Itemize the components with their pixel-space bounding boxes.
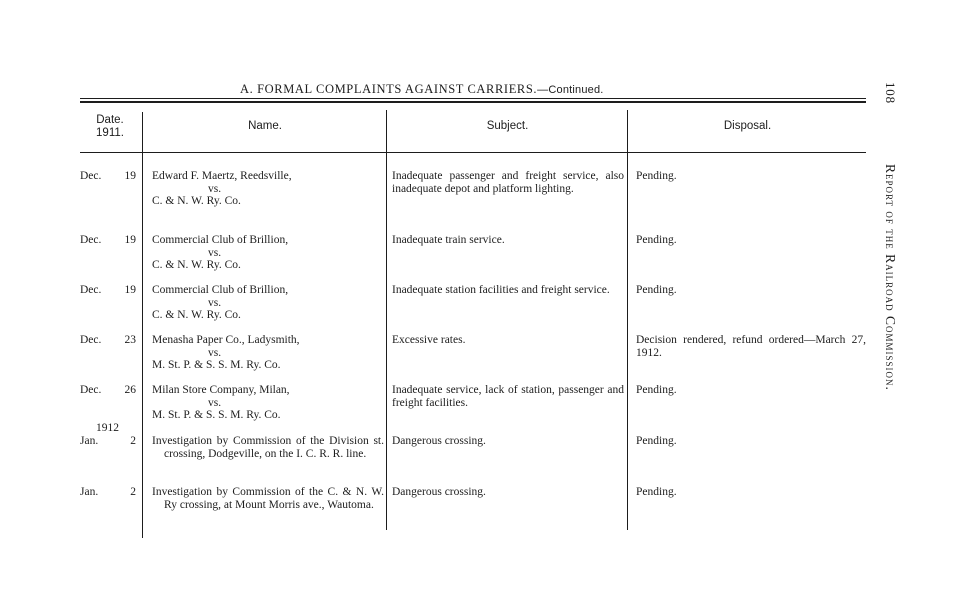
subject-text: Dangerous crossing. bbox=[392, 486, 486, 498]
complainant-name bbox=[152, 435, 384, 460]
column-header-name: Name. bbox=[248, 120, 282, 132]
date-header-line2: 1911. bbox=[96, 127, 124, 139]
column-divider-subject-disposal bbox=[627, 110, 628, 530]
versus: vs. bbox=[208, 346, 222, 359]
name-text: Investigation by Commission of the C. & N. W. Ry crossing, at Mount Morris ave., Wautoma. bbox=[152, 486, 384, 511]
date-month: Dec. bbox=[80, 234, 102, 246]
complainant-name bbox=[152, 170, 292, 208]
disposal-text: Pending. bbox=[636, 435, 677, 447]
top-rule-thin bbox=[80, 98, 866, 99]
versus: vs. bbox=[208, 396, 222, 409]
name-line1: Commercial Club of Brillion, bbox=[152, 234, 289, 246]
disposal-text: Pending. bbox=[636, 486, 677, 498]
versus: vs. bbox=[208, 182, 222, 195]
name-line2: M. St. P. & S. S. M. Ry. Co. bbox=[152, 359, 281, 371]
top-rule-thick bbox=[80, 101, 866, 103]
disposal-text: Pending. bbox=[636, 234, 677, 246]
date-day: 19 bbox=[124, 170, 136, 182]
date-month: Jan. bbox=[80, 435, 99, 447]
column-divider-date-name bbox=[142, 112, 143, 538]
complainant-name bbox=[152, 486, 384, 511]
date-month: Dec. bbox=[80, 384, 102, 396]
disposal-text: Pending. bbox=[636, 170, 677, 182]
subject-text: Inadequate passenger and freight service, also inadequate depot and platform lighting. bbox=[392, 170, 624, 195]
complainant-name bbox=[152, 334, 300, 372]
date-month: Dec. bbox=[80, 334, 102, 346]
name-line2: C. & N. W. Ry. Co. bbox=[152, 309, 241, 321]
name-line1: Commercial Club of Brillion, bbox=[152, 284, 289, 296]
name-line2: C. & N. W. Ry. Co. bbox=[152, 195, 241, 207]
column-header-subject: Subject. bbox=[486, 120, 529, 132]
date-day: 26 bbox=[124, 384, 136, 396]
complainant-name bbox=[152, 284, 288, 322]
disposal-text: Pending. bbox=[636, 284, 677, 296]
name-line1: Milan Store Company, Milan, bbox=[152, 384, 290, 396]
subject-text: Inadequate train service. bbox=[392, 234, 505, 246]
name-line1: Menasha Paper Co., Ladysmith, bbox=[152, 334, 300, 346]
subject-text: Dangerous crossing. bbox=[392, 435, 486, 447]
complainant-name bbox=[152, 234, 288, 272]
date-day: 19 bbox=[124, 284, 136, 296]
running-title: Report of the Railroad Commission. bbox=[883, 163, 898, 391]
date-month: Jan. bbox=[80, 486, 99, 498]
column-divider-name-subject bbox=[386, 110, 387, 530]
header-title-suffix: —Continued. bbox=[537, 84, 604, 96]
name-line1: Edward F. Maertz, Reedsville, bbox=[152, 170, 292, 182]
disposal-text: Decision rendered, refund ordered—March 27, 1912. bbox=[636, 334, 866, 359]
side-margin bbox=[870, 82, 910, 462]
versus: vs. bbox=[208, 296, 222, 309]
subject-text: Excessive rates. bbox=[392, 334, 466, 346]
versus: vs. bbox=[208, 246, 222, 259]
header-title-text: A. FORMAL COMPLAINTS AGAINST CARRIERS. bbox=[240, 82, 538, 96]
date-day: 2 bbox=[130, 435, 136, 447]
date-month: Dec. bbox=[80, 284, 102, 296]
date-day: 2 bbox=[130, 486, 136, 498]
name-line2: C. & N. W. Ry. Co. bbox=[152, 259, 241, 271]
page-number: 108 bbox=[883, 82, 898, 104]
subject-text: Inadequate station facilities and freight service. bbox=[392, 284, 610, 296]
page-header-title bbox=[240, 82, 604, 97]
date-day: 19 bbox=[124, 234, 136, 246]
name-line2: M. St. P. & S. S. M. Ry. Co. bbox=[152, 409, 281, 421]
column-header-disposal: Disposal. bbox=[723, 120, 772, 132]
header-rule bbox=[80, 152, 866, 153]
subject-text: Inadequate service, lack of station, passenger and freight facilities. bbox=[392, 384, 624, 409]
name-text: Investigation by Commission of the Division st. crossing, Dodgeville, on the I. C. R. R. line. bbox=[152, 435, 384, 460]
date-day: 23 bbox=[124, 334, 136, 346]
date-header-line1: Date. bbox=[96, 114, 124, 126]
date-month: Dec. bbox=[80, 170, 102, 182]
date-year: 1912 bbox=[96, 422, 119, 434]
column-header-date bbox=[82, 114, 138, 140]
complainant-name bbox=[152, 384, 290, 422]
disposal-text: Pending. bbox=[636, 384, 677, 396]
